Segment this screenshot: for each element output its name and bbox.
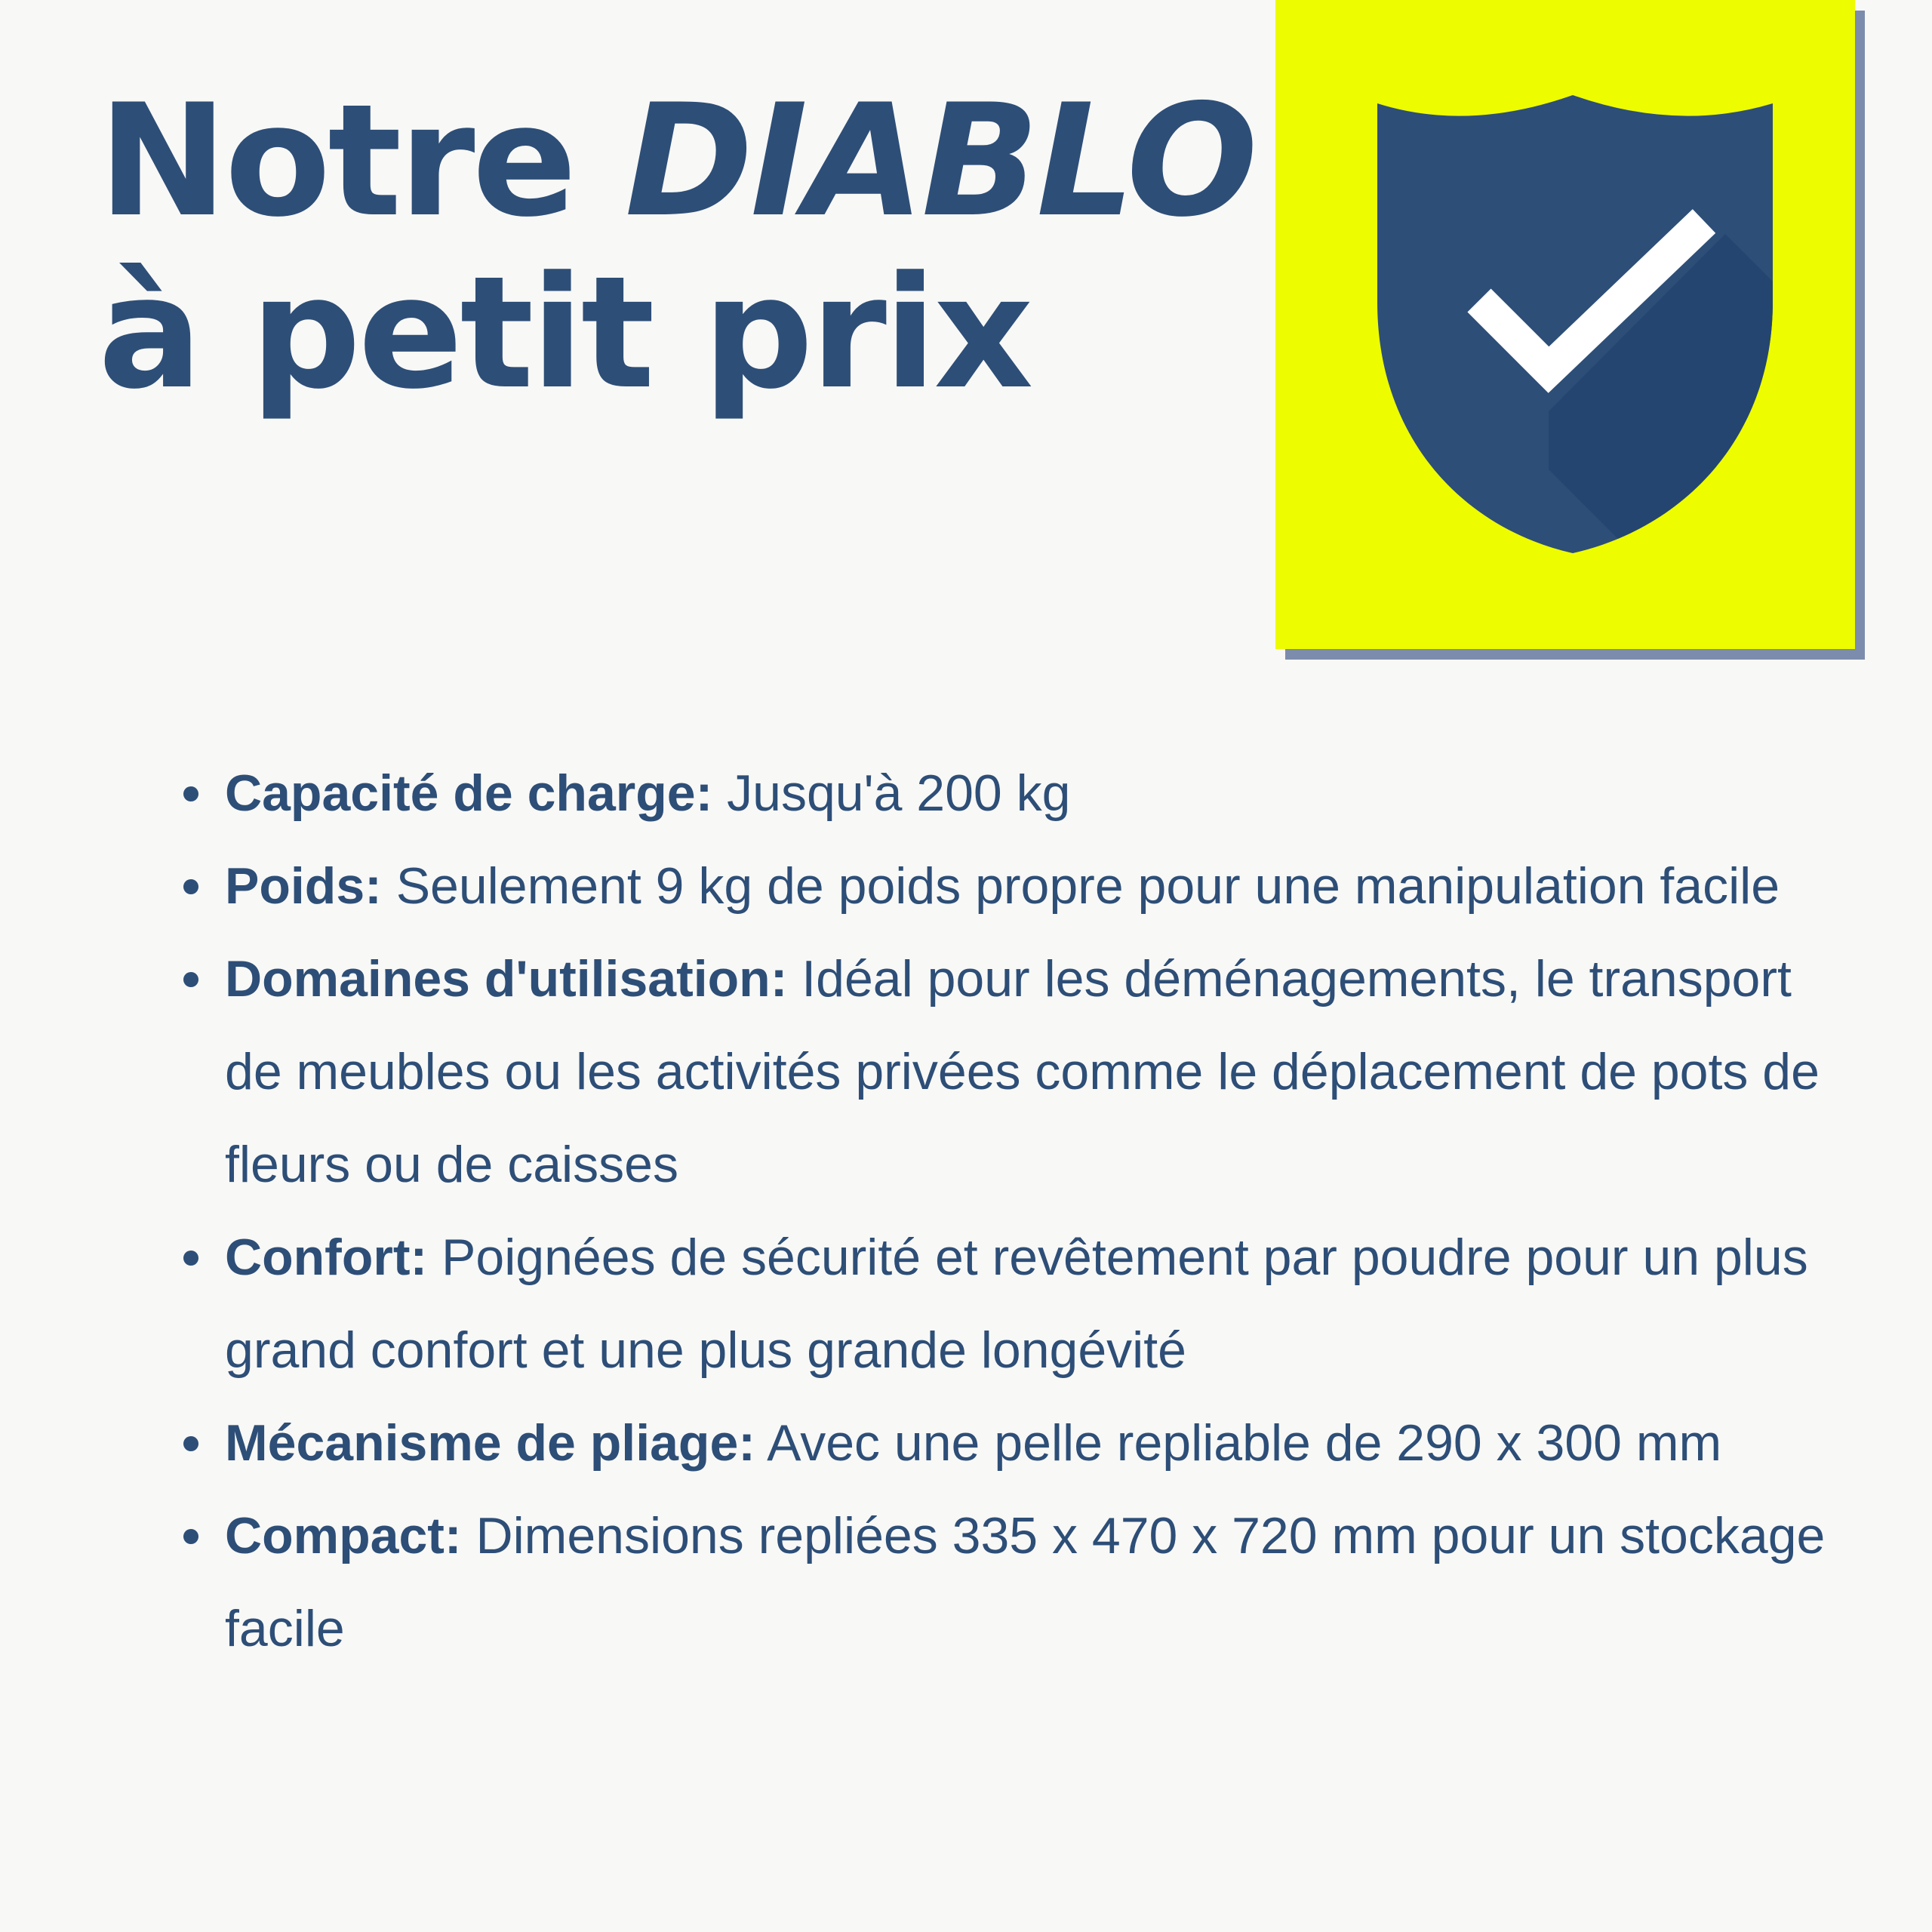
feature-item (175, 1211, 1850, 1397)
feature-label: Domaines d'utilisation: (225, 950, 788, 1008)
headline-prefix: Notre (98, 72, 625, 251)
headline-line-1 (98, 72, 1255, 251)
headline (98, 72, 1255, 423)
feature-item (175, 747, 1850, 840)
feature-text: Idéal pour les déménagements, le transport de meubles ou les activités privées comme le déplacement de pots de fleurs ou de caisses (225, 950, 1820, 1193)
headline-brand: DIABLO (624, 72, 1255, 251)
shield-badge (1275, 0, 1855, 649)
feature-item (175, 933, 1850, 1211)
shield-check-icon (1275, 0, 1855, 649)
feature-text: Dimensions repliées 335 x 470 x 720 mm pour un stockage facile (225, 1507, 1826, 1657)
feature-text: Poignées de sécurité et revêtement par poudre pour un plus grand confort et une plus grande longévité (225, 1229, 1808, 1379)
feature-list (175, 747, 1850, 1675)
headline-line-2: à petit prix (98, 244, 1031, 423)
feature-text: Seulement 9 kg de poids propre pour une manipulation facile (381, 857, 1780, 915)
feature-item (175, 1490, 1850, 1675)
feature-text: Jusqu'à 200 kg (712, 764, 1071, 822)
feature-item (175, 840, 1850, 933)
feature-label: Compact: (225, 1507, 462, 1564)
feature-label: Mécanisme de pliage: (225, 1414, 755, 1472)
feature-label: Capacité de charge: (225, 764, 713, 822)
feature-item (175, 1397, 1850, 1490)
feature-label: Confort: (225, 1229, 428, 1286)
feature-text: Avec une pelle repliable de 290 x 300 mm (755, 1414, 1722, 1472)
feature-label: Poids: (225, 857, 382, 915)
